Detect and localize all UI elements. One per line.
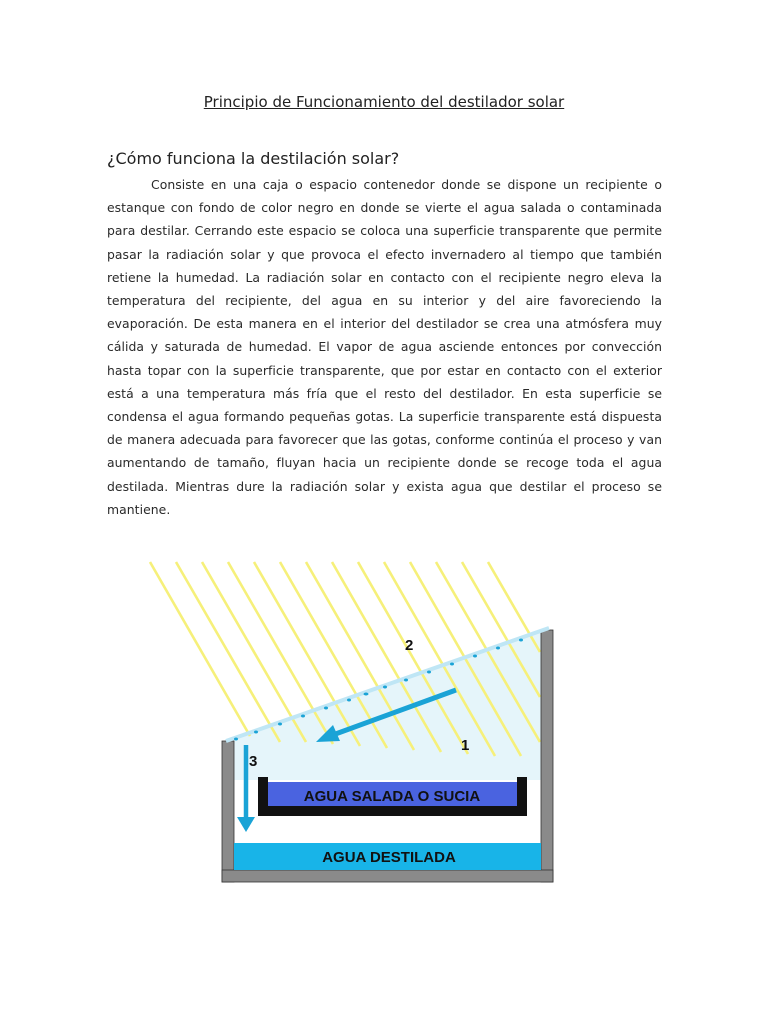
label-3: 3 — [249, 753, 258, 770]
salt-water-label: AGUA SALADA O SUCIA — [303, 788, 481, 805]
page-title: Principio de Funcionamiento del destilador solar — [203, 93, 565, 111]
distilled-water-label: AGUA DESTILADA — [322, 849, 456, 866]
label-1: 1 — [461, 737, 470, 754]
label-2: 2 — [405, 637, 414, 654]
section-question: ¿Cómo funciona la destilación solar? — [107, 149, 400, 168]
solar-still-diagram — [0, 540, 768, 904]
body-paragraph: Consiste en una caja o espacio contenedor donde se dispone un recipiente o estanque con fondo de color negro en donde se vierte el agua salada o contaminada para destilar. Cerrando este espacio se coloca una superficie transparente que permite pasar la radiación solar y que provoca el efecto invernadero al tiempo que también retiene la humedad. La radiación solar en contacto con el recipiente negro eleva la temperatura del recipiente, del agua en su interior y del aire favoreciendo la evaporación. De esta manera en el interior del destilador se crea una atmósfera muy cálida y saturada de humedad. El vapor de agua asciende entonces por convección hasta topar con la superficie transparente, que por estar en contacto con el exterior está a una temperatura más fría que el resto del destilador. En esta superficie se condensa el agua formando pequeñas gotas. La superficie transparente está dispuesta de manera adecuada para favorecer que las gotas, conforme continúa el proceso y van aumentando de tamaño, fluyan hacia un recipiente donde se recoge toda el agua destilada. Mientras dure la radiación solar y exista agua que destilar el proceso se mantiene. — [107, 177, 662, 517]
